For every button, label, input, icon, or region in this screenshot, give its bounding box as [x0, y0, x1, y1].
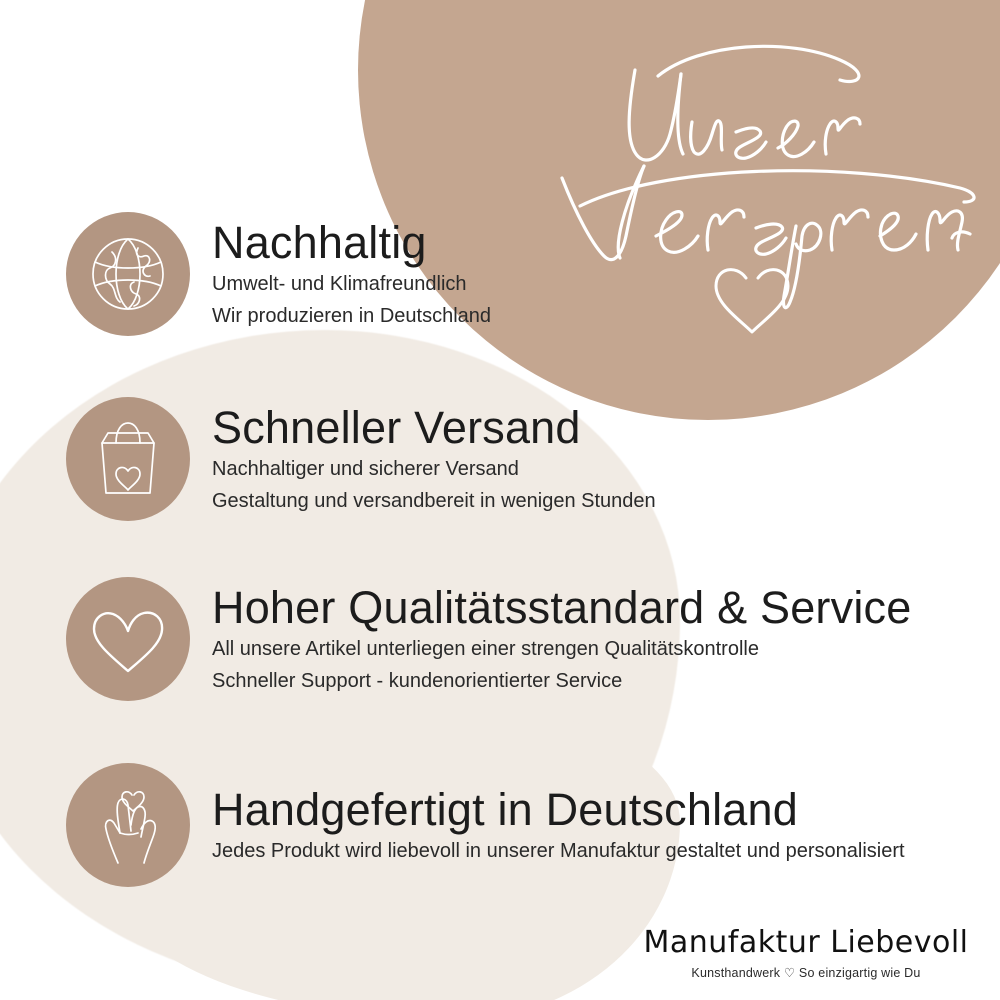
feature-item-nachhaltig — [66, 212, 491, 336]
feature-item-qualitaet-service — [66, 577, 911, 701]
feature-title: Nachhaltig — [212, 216, 427, 268]
shopping-bag-icon — [66, 397, 190, 521]
feature-text-block — [212, 783, 905, 864]
globe-icon — [66, 212, 190, 336]
feature-line: Wir produzieren in Deutschland — [212, 305, 492, 328]
feature-text-block — [212, 401, 656, 514]
feature-line: Jedes Produkt wird liebevoll in unserer Manufaktur gestaltet und personalisiert — [212, 840, 905, 863]
heart-icon — [66, 577, 190, 701]
brand-tagline: Kunsthandwerk ♡ So einzigartig wie Du — [691, 966, 921, 980]
headline-block — [540, 30, 980, 350]
feature-line: Gestaltung und versandbereit in wenigen Stunden — [212, 490, 656, 513]
feature-title: Handgefertigt in Deutschland — [212, 783, 798, 835]
feature-item-schneller-versand — [66, 397, 656, 521]
brand-name: Manufaktur Liebevoll — [643, 925, 969, 960]
feature-line: Nachhaltiger und sicherer Versand — [212, 458, 519, 481]
feature-line: Umwelt- und Klimafreundlich — [212, 273, 467, 296]
feature-text-block — [212, 216, 492, 329]
feature-title: Schneller Versand — [212, 401, 581, 453]
feature-line: Schneller Support - kundenorientierter Service — [212, 670, 623, 693]
brand-lockup — [636, 925, 976, 980]
headline-script-art — [540, 30, 980, 350]
feature-line: All unsere Artikel unterliegen einer strengen Qualitätskontrolle — [212, 638, 759, 661]
feature-title: Hoher Qualitätsstandard & Service — [212, 581, 912, 633]
feature-text-block — [212, 581, 912, 694]
feature-item-handgefertigt — [66, 763, 905, 887]
hand-heart-icon — [66, 763, 190, 887]
heart-icon — [716, 270, 788, 332]
